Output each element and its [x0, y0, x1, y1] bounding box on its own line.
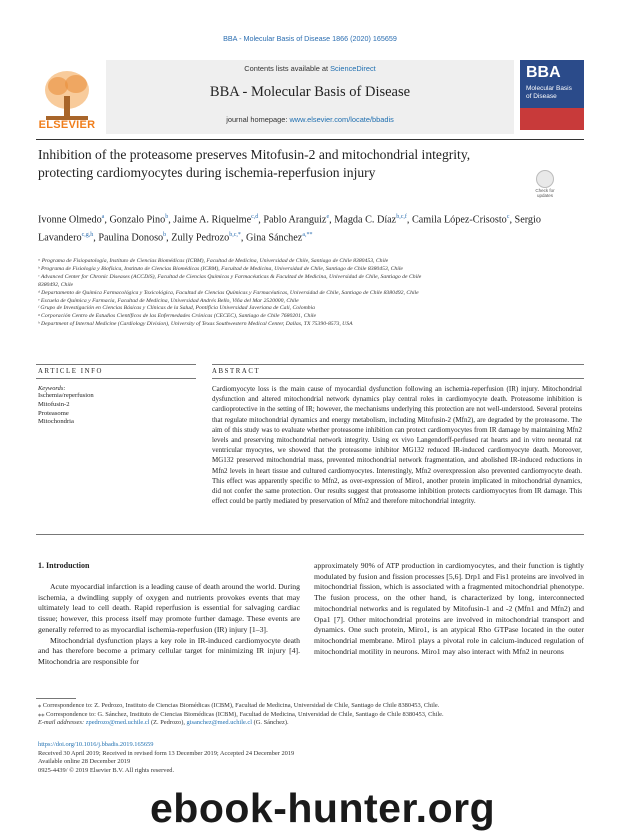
paragraph: Acute myocardial infarction is a leading cause of death around the world. During ischemia, a dwindling supply of oxygen and nutrients provokes events that may ultimately lead to cell death. Rapid reperfusion is essential for salvaging cardiac tissue; however, this process itself may promote further damage. These events are generally referred to as myocardial ischemia-reperfusion (IR) injury [1–3]. [38, 582, 300, 634]
footnote-2: ⁎⁎ Correspondence to: G. Sánchez, Instituto de Ciencias Biomédicas (ICBM), Facultad de Medicina, Universidad de Chile, Santiago de Chile 8380453, Chile. [38, 710, 444, 718]
paragraph: Mitochondrial dysfunction plays a key role in IR-induced cardiomyocyte death and has therefore become a primary cellular target for minimizing IR injury [4]. Mitochondria are responsible for [38, 635, 300, 666]
author-separator: , [406, 214, 412, 226]
doi-link[interactable]: https://doi.org/10.1016/j.bbadis.2019.165659 [38, 741, 154, 748]
journal-name: BBA - Molecular Basis of Disease [209, 84, 411, 100]
affiliation: ᵈ Departamento de Química Farmacológica y Toxicológica, Facultad de Ciencias Químicas y Farmacéuticas, Universidad de Chile, Santiago de Chile 8380492, Chile [38, 289, 419, 296]
keywords-label: Keywords: [38, 385, 66, 392]
received-dates: Received 30 April 2019; Received in revised form 13 December 2019; Accepted 24 December 2019 [38, 749, 295, 757]
author-affiliation-marker[interactable]: a,** [302, 231, 313, 238]
author-affiliation-marker[interactable]: a [101, 214, 105, 220]
cover-subtitle: Molecular Basis of Disease [526, 85, 572, 100]
abstract-heading: ABSTRACT [212, 368, 261, 375]
author-separator: , [240, 232, 247, 244]
online-date: Available online 28 December 2019 [38, 758, 131, 766]
homepage-line [106, 115, 514, 124]
author-name[interactable]: Gonzalo Pino [109, 214, 166, 226]
affiliation: ᶠ Grupo de Investigación en Ciencias Básicas y Clínicas de la Salud, Pontificia Universidad Javeriana de Cali, Colombia [38, 305, 315, 312]
affiliations [38, 258, 583, 329]
affiliation: ᵇ Programa de Fisiología y Biofísica, Instituto de Ciencias Biomédicas (ICBM), Facultad de Medicina, Universidad de Chile, Santiago de Chile 8380453, Chile [38, 265, 403, 272]
journal-header [36, 60, 584, 134]
author-name[interactable]: Ivonne Olmedo [38, 214, 102, 226]
email-link[interactable]: zpedrozo@med.uchile.cl [85, 719, 150, 727]
affiliation: 8380492, Chile [38, 281, 74, 288]
keyword: Mitochondria [38, 418, 74, 426]
affiliation: ᶜ Advanced Center for Chronic Diseases (ACCDiS), Facultad de Ciencias Químicas y Farmacéuticas & Facultad de Medicina, Universidad de Chile, Santiago de Chile [38, 273, 422, 280]
author-separator: , [166, 232, 172, 244]
keyword: Proteasome [38, 409, 69, 417]
contents-prefix: Contents lists available at [244, 64, 331, 73]
update-icon [536, 170, 554, 188]
author-separator: , [258, 214, 264, 226]
author-affiliation-marker[interactable]: b,c,* [229, 231, 241, 238]
author-affiliation-marker[interactable]: c,d [251, 214, 259, 220]
abstract-text: Cardiomyocyte loss is the main cause of myocardial dysfunction following an ischemia-reperfusion (IR) injury. Mitochondrial dysfunction and altered mitochondrial network dynamics play central roles in cardiomyocyte death. Proteasome inhibition is cardioprotective in the setting of IR; however, the mechanisms underlying this protection are not well-understood. Several proteins that regulate mitochondrial dynamics and energy metabolism, including Mitofusin-2 (Mfn2), are degraded by the proteasome. The aim of this study was to evaluate whether proteasome inhibition can protect cardiomyocytes from IR damage by maintaining Mfn2 levels and preserving mitochondrial network integrity. Using ex vivo Langendorff-perfused rat hearts and in vitro neonatal rat ventricular myocytes, we showed that the proteasome inhibitor MG132 reduced IR-induced cardiomyocyte death. Moreover, MG132 preserved mitochondrial mass, prevented mitochondrial network fragmentation, and abolished IR-induced reductions in Mfn2 levels in heart tissue and cultured cardiomyocytes. Interestingly, Mfn2 overexpression also prevented cardiomyocyte death. This effect was apparently specific to Mfn2, as over-expression of Miro1, another protein implicated in mitochondrial dynamics, did not confer the same protection. Our results suggest that proteasome inhibition protects cardiomyocytes from IR damage. This effect could be partly mediated by preservation of Mfn2 and therefore mitochondrial integrity. [212, 385, 582, 506]
author-separator: , [329, 214, 335, 226]
abstract-end-rule [36, 534, 584, 535]
keywords-block [38, 385, 198, 427]
author-affiliation-marker[interactable]: c [506, 214, 510, 220]
footnotes [38, 702, 583, 728]
author-list [38, 210, 578, 246]
email-owner: (Z. Pedrozo), [149, 719, 187, 727]
publication-info [38, 741, 438, 775]
cover-title: BBA [526, 64, 561, 81]
watermark: ebook-hunter.org [150, 785, 496, 831]
abstract-subrule [212, 378, 584, 379]
check-for-updates-badge[interactable] [528, 170, 562, 200]
sciencedirect-link[interactable]: ScienceDirect [330, 64, 376, 73]
author-name[interactable]: Zully Pedrozo [171, 232, 230, 244]
author-separator: , [168, 214, 174, 226]
abstract-rule [212, 364, 584, 365]
email-line [38, 719, 583, 728]
author-name[interactable]: Paulina Donoso [98, 232, 164, 244]
author-separator: , [104, 214, 110, 226]
copyright: 0925-4439/ © 2019 Elsevier B.V. All rights reserved. [38, 766, 175, 774]
author-name[interactable]: Gina Sánchez [246, 232, 303, 244]
section-heading-introduction: 1. Introduction [38, 561, 90, 570]
cover-stripe [520, 108, 584, 130]
email-owner: (G. Sánchez). [252, 719, 289, 727]
affiliation: ʰ Department of Internal Medicine (Cardiology Division), University of Texas Southwestern Medical Center, Dallas, TX 75390-8573, USA [38, 321, 353, 328]
publisher-name: ELSEVIER [38, 119, 96, 131]
article-info-heading: ARTICLE INFO [38, 368, 104, 375]
intro-column-right [314, 561, 584, 657]
author-separator: , [93, 232, 99, 244]
affiliation: ᵃ Programa de Fisiopatología, Instituto de Ciencias Biomédicas (ICBM), Facultad de Medicina, Universidad de Chile, Santiago de Chile 8380453, Chile [38, 258, 389, 264]
author-affiliation-marker[interactable]: c,g,h [81, 231, 94, 238]
homepage-link[interactable]: www.elsevier.com/locate/bbadis [289, 115, 394, 124]
author-separator: , [509, 214, 515, 226]
author-name[interactable]: Pablo Aranguiz [263, 214, 327, 226]
homepage-prefix: journal homepage: [226, 115, 290, 124]
footnote-rule [36, 698, 76, 699]
journal-citation[interactable]: BBA - Molecular Basis of Disease 1866 (2020) 165659 [223, 34, 397, 43]
article-info-subrule [36, 378, 196, 379]
affiliation: ᵉ Escuela de Química y Farmacia, Facultad de Medicina, Universidad Andrés Bello, Viña del Mar 2520000, Chile [38, 297, 299, 304]
author-affiliation-marker[interactable]: e [326, 214, 330, 220]
header-divider [36, 139, 584, 140]
article-title: Inhibition of the proteasome preserves Mitofusin-2 and mitochondrial integrity, protecting cardiomyocytes during ischemia-reperfusion injury [38, 147, 471, 180]
keyword: Mitofusin-2 [38, 400, 70, 408]
author-name[interactable]: Camila López-Crisosto [411, 214, 507, 226]
email-label: E-mail addresses: [38, 719, 86, 727]
author-affiliation-marker[interactable]: b [165, 214, 169, 220]
contents-line [106, 64, 514, 73]
badge-label: Check for updates [535, 188, 555, 198]
author-name[interactable]: Sergio Lavandero [38, 214, 541, 244]
affiliation: ᵍ Corporación Centro de Estudios Científicos de las Enfermedades Crónicas (CECEC), Santiago de Chile 7680201, Chile [38, 313, 317, 320]
footnote-1: ⁎ Correspondence to: Z. Pedrozo, Instituto de Ciencias Biomédicas (ICBM), Facultad de Medicina, Universidad de Chile, Santiago de Chile 8380453, Chile. [38, 702, 440, 709]
paragraph: approximately 90% of ATP production in cardiomyocytes, and their function is tightly modulated by fusion and fission processes [5,6]. Drp1 and Fis1 proteins are involved in mitochondrial fission, which is associated with a fragmented mitochondrial phenotype. The fusion process, on the other hand, is characterized by long, interconnected mitochondrial networks and is regulated by Mitofusin-1 and -2 (Mfn1 and Mfn2) and Opa1 [7]. Other mitochondrial proteins are involved in mitochondrial transport and dynamics. One such protein, Miro1, is an atypical Rho GTPase located in the outer mitochondrial membrane. Miro1 plays a pivotal role in calcium-induced regulation of mitochondrial motility in neurons. Miro1 may also interact with Mfn2 in neurons [314, 561, 584, 656]
journal-info-box [106, 60, 514, 134]
journal-cover[interactable] [520, 60, 584, 130]
intro-column-left [38, 582, 300, 668]
author-affiliation-marker[interactable]: b [163, 231, 167, 238]
article-info-rule [36, 364, 196, 365]
author-name[interactable]: Jaime A. Riquelme [173, 214, 252, 226]
author-name[interactable]: Magda C. Díaz [334, 214, 397, 226]
email-link[interactable]: gisanchez@med.uchile.cl [186, 719, 253, 727]
author-affiliation-marker[interactable]: b,c,f [396, 214, 407, 220]
keyword: Ischemia/reperfusion [38, 392, 94, 399]
